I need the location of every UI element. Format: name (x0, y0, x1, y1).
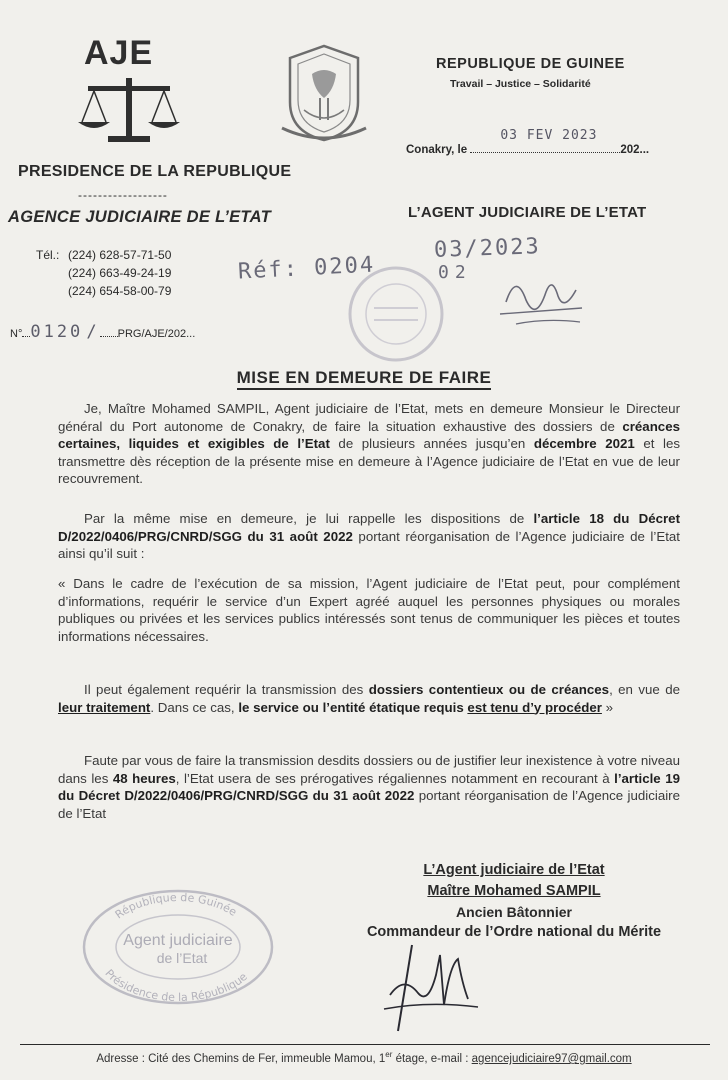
paragraph-2 (58, 510, 680, 563)
header-separator: ------------------ (78, 188, 168, 202)
document-title-text: MISE EN DEMEURE DE FAIRE (237, 368, 492, 390)
footer-address-text: Adresse : Cité des Chemins de Fer, immeuble Mamou, 1 (96, 1052, 386, 1065)
p5-text-c: , l’Etat usera de ses prérogatives régaliennes notamment en recourant à (175, 770, 615, 786)
phone-line (36, 264, 171, 282)
ref-code: PRG/AJE/202... (117, 328, 196, 340)
phone-number: (224) 654-58-00-79 (68, 284, 172, 298)
handwritten-reception-date: 03/2023 (433, 234, 542, 263)
stamp-outer-bottom-text: Présidence de la République (102, 966, 250, 1005)
p5-text-e: portant réorganisation de l’Agence judiciaire de l’Etat (58, 788, 681, 821)
date-stamp: 03 FEV 2023 (500, 128, 598, 143)
place-and-date (406, 128, 650, 156)
guinea-coat-of-arms-emblem (276, 40, 372, 146)
republique-heading: REPUBLIQUE DE GUINEE (436, 56, 625, 72)
p2-text-c: portant réorganisation de l’Agence judiciaire de l’Etat ainsi qu’il suit : (58, 528, 680, 561)
agence-judiciaire-oval-stamp (78, 885, 278, 1005)
paragraph-1 (58, 400, 680, 488)
phone-number: (224) 663-49-24-19 (68, 266, 172, 280)
footer-address (0, 1050, 728, 1065)
footer-email-link[interactable]: agencejudiciaire97@gmail.com (471, 1052, 632, 1065)
signatory-name (364, 881, 664, 901)
aje-logo (74, 34, 184, 149)
p2-text-a: Par la même mise en demeure, je lui rappelle les dispositions de (84, 511, 534, 526)
phone-number: (224) 628-57-71-50 (68, 248, 172, 262)
p4-bold-service: le service ou l’entité étatique requis (238, 699, 468, 715)
stamp-inner-text-1: Agent judiciaire (123, 932, 233, 949)
p5-text-a: Faute par vous de faire la transmission desdits dossiers ou de justifier leur inexistence à votre niveau dans les (58, 753, 680, 786)
presidence-heading: PRESIDENCE DE LA REPUBLIQUE (18, 163, 292, 180)
tel-label: Tél.: (36, 248, 60, 262)
national-motto: Travail – Justice – Solidarité (450, 78, 591, 90)
p4-text-c: , en vue de (609, 682, 680, 697)
logo-text: AJE (84, 34, 154, 72)
handwritten-paraph (496, 262, 586, 334)
handwritten-signature (378, 935, 488, 1035)
signatory-rank: Ancien Bâtonnier (456, 904, 572, 920)
p1-text-c: de plusieurs années jusqu’en (329, 436, 534, 451)
p1-bold-date: décembre 2021 (533, 436, 635, 451)
agent-judiciaire-heading: L’AGENT JUDICIAIRE DE L’ETAT (408, 204, 647, 221)
p1-text-a: Je, Maître Mohamed SAMPIL, Agent judiciaire de l’Etat, mets en demeure Monsieur le Directeur général du Port autonome de Conakry, de faire la situation exhaustive des dossiers de (58, 401, 680, 434)
handwritten-reception-code: 02 (438, 262, 472, 283)
stamp-outer-text: République de Guinée (112, 890, 240, 922)
paragraph-4-quote (58, 681, 680, 716)
signatory-distinction: Commandeur de l’Ordre national du Mérite (366, 924, 662, 940)
p4-underlined-traitement: leur traitement (58, 699, 151, 715)
footer-divider (20, 1044, 710, 1045)
signatory-title (364, 860, 664, 880)
handwritten-reference: Réf: 0204 (237, 252, 376, 285)
svg-text:Présidence de la République (102, 967, 250, 1004)
p1-bold-creances: créances certaines, liquides et exigibles de l’Etat (58, 418, 680, 451)
p2-bold-article-18: l’article 18 du Décret D/2022/0406/PRG/CNRD/SGG du 31 août 2022 (58, 511, 680, 544)
p4-bold-dossiers: dossiers contentieux ou de créances (368, 682, 610, 697)
document-title (0, 368, 728, 388)
p4-underlined-procede: est tenu d’y procéder (467, 699, 602, 715)
footer-floor-sup: er (385, 1050, 393, 1059)
p4-text-e: . Dans ce cas, (150, 699, 239, 715)
paragraph-3-quote: « Dans le cadre de l’exécution de sa mission, l’Agent judiciaire de l’Etat peut, pour complément d’informations, requérir le service d’un Expert agréé auquel les personnes physiques ou morales publiques ou privées et les services publics intéressés sont tenus de communiquer les pièces et toutes informations nécessaires. (58, 576, 680, 644)
paragraph-5 (58, 752, 680, 822)
reference-number (10, 322, 195, 342)
stamp-inner-text-2: de l’Etat (156, 950, 208, 966)
phone-list (36, 246, 171, 300)
signatory-name-text: Maître Mohamed SAMPIL (427, 883, 601, 899)
phone-line (36, 246, 171, 264)
agence-heading: AGENCE JUDICIAIRE DE L’ETAT (8, 208, 271, 226)
scales-of-justice-icon (74, 34, 184, 149)
phone-line (36, 282, 171, 300)
date-suffix: 202... (620, 144, 650, 156)
p4-text-h: » (601, 699, 613, 715)
p1-text-e: et les transmettre dès réception de la présente mise en demeure à l’Agence judiciaire de l’Etat en vue de leur recouvrement. (58, 436, 680, 486)
ref-slash: / (86, 322, 100, 342)
p4-text-a: Il peut également requérir la transmission des (84, 682, 369, 697)
footer-email-label: étage, e-mail : (392, 1052, 472, 1065)
ref-prefix: N° (10, 328, 23, 340)
p5-bold-48h: 48 heures (112, 770, 176, 786)
signatory-title-text: L’Agent judiciaire de l’Etat (423, 862, 605, 878)
faded-round-stamp (344, 262, 448, 366)
conakry-label: Conakry, le (406, 144, 468, 156)
p5-bold-article-19: l’article 19 du Décret D/2022/0406/PRG/CNRD/SGG du 31 août 2022 (58, 770, 680, 803)
ref-handwritten-number: 0120 (30, 322, 84, 342)
